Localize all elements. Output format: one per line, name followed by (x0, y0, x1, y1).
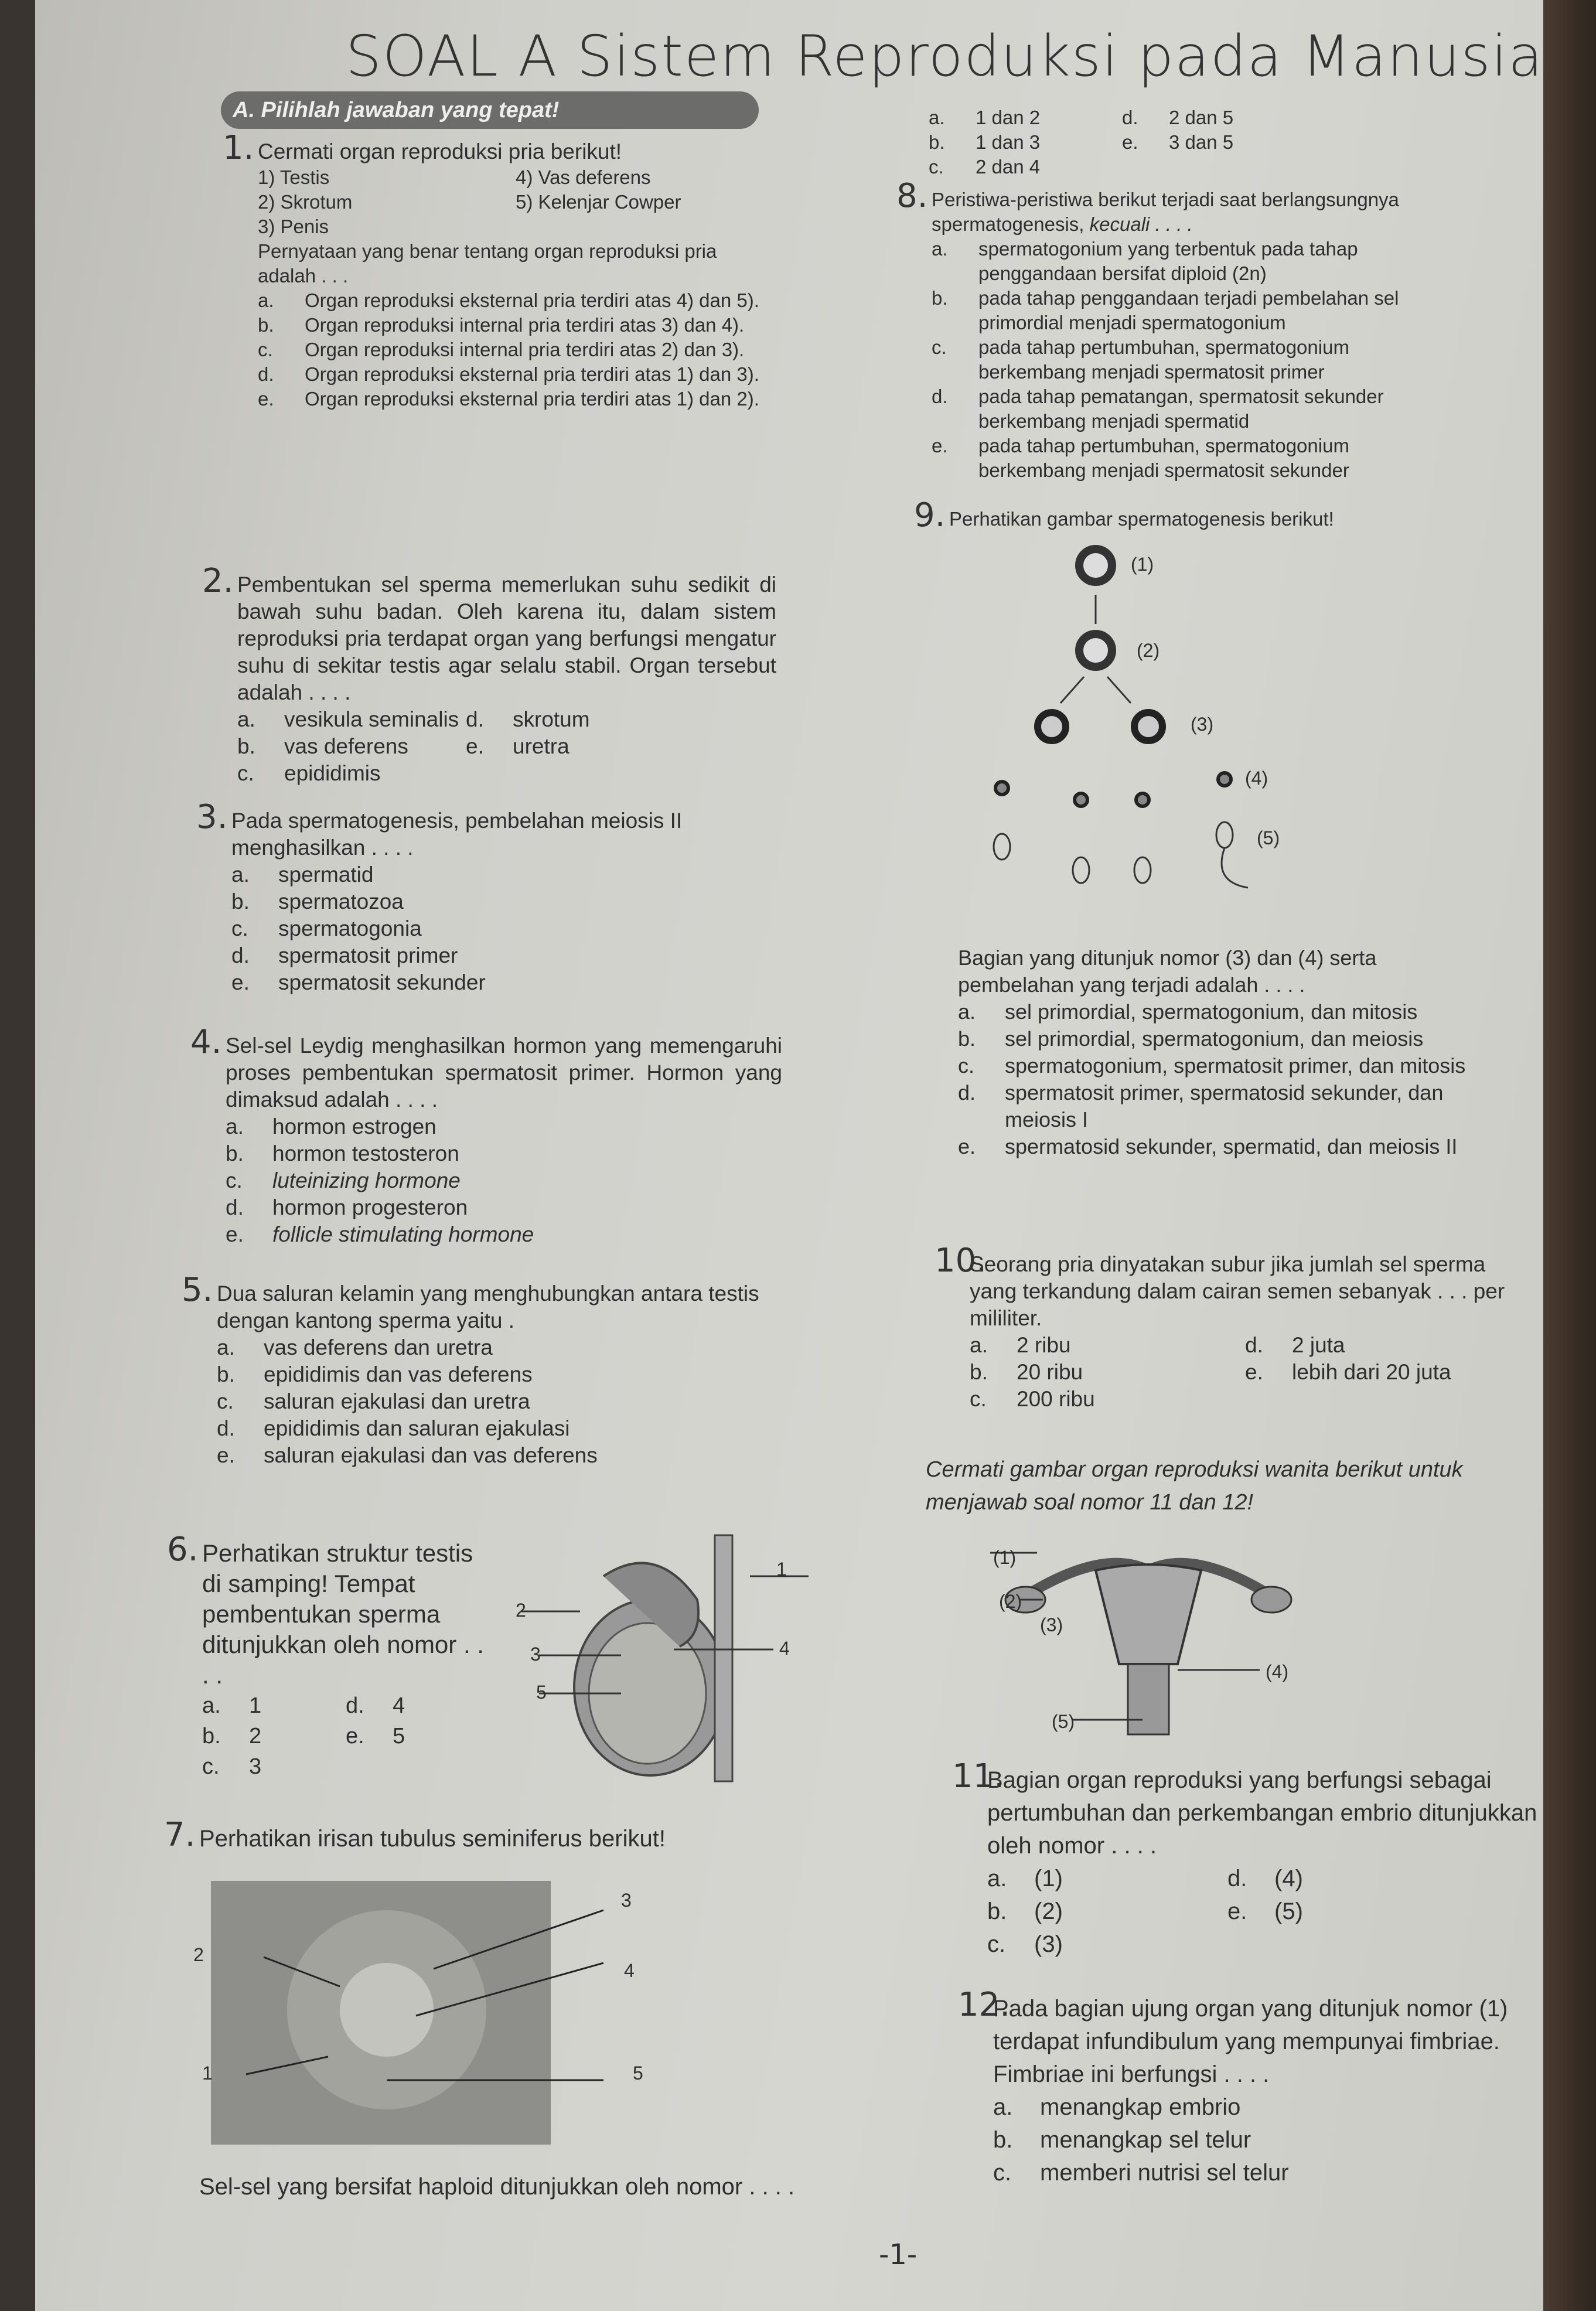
question-1 (223, 129, 773, 411)
option-letter: b. (993, 2127, 1013, 2153)
option-letter: a. (258, 289, 274, 311)
answer-option (226, 1194, 782, 1221)
option-text: saluran ejakulasi dan vas deferens (264, 1443, 598, 1467)
option-letter: d. (1227, 1866, 1247, 1891)
option-text: spermatozoa (278, 889, 404, 914)
question-stem: Perhatikan irisan tubulus seminiferus berikut! (199, 1826, 666, 1852)
answer-option (258, 362, 773, 387)
option-text: epididimis (284, 761, 381, 785)
option-letter: e. (958, 1134, 976, 1158)
answer-option (932, 335, 1430, 384)
option-letter: d. (932, 386, 948, 407)
option-text: spermatosid sekunder, spermatid, dan meiosis II (1005, 1134, 1458, 1158)
answer-option (202, 1690, 346, 1721)
answer-option (202, 1751, 346, 1782)
question-6 (167, 1531, 489, 1782)
question-stem-2: Pernyataan yang benar tentang organ reproduksi pria adalah . . . (258, 240, 717, 287)
option-letter: b. (217, 1362, 235, 1386)
answer-option (958, 1133, 1485, 1160)
options (958, 998, 1485, 1160)
question-number: 10. (935, 1242, 987, 1280)
option-letter: e. (932, 435, 948, 456)
option-letter: a. (970, 1333, 988, 1357)
option-letter: c. (970, 1387, 987, 1411)
option-text: 3 (249, 1754, 262, 1779)
answer-option (258, 338, 773, 362)
option-text: menangkap sel telur (1040, 2127, 1251, 2153)
option-text: 5 (393, 1724, 405, 1748)
item: 2) Skrotum (258, 191, 353, 213)
spermatogenesis-label: (3) (1191, 714, 1214, 735)
tubulus-label: 1 (202, 2063, 213, 2084)
options (226, 1113, 782, 1248)
option-letter: d. (466, 707, 484, 731)
option-text: sel primordial, spermatogonium, dan mitosis (1005, 1000, 1418, 1024)
answer-option (958, 998, 1485, 1025)
stem-italic: kecuali . . . . (1089, 213, 1193, 235)
question-4 (190, 1023, 782, 1248)
answer-option (226, 1140, 782, 1167)
option-letter: c. (217, 1389, 234, 1413)
answer-option (258, 313, 773, 338)
option-letter: a. (237, 707, 255, 731)
testis-label: 4 (779, 1638, 790, 1659)
question-number: 2. (202, 562, 234, 600)
answer-option (217, 1334, 791, 1361)
option-letter: d. (958, 1080, 976, 1105)
answer-option (958, 1079, 1485, 1133)
answer-option (993, 2091, 1567, 2123)
option-text: 1 dan 3 (976, 131, 1041, 153)
item: 5) Kelenjar Cowper (516, 191, 681, 213)
question-stem: Seorang pria dinyatakan subur jika jumlah sel sperma yang terkandung dalam cairan semen sebanyak . . . per mililiter. (970, 1252, 1505, 1330)
option-letter: b. (258, 314, 274, 336)
option-letter: c. (958, 1054, 975, 1078)
option-letter: b. (929, 131, 945, 153)
question-2 (202, 562, 776, 787)
question-stem (932, 188, 1430, 237)
tubulus-seminiferus-image (211, 1881, 621, 2150)
option-text: epididimis dan vas deferens (264, 1362, 533, 1386)
spermatogenesis-label: (1) (1131, 554, 1154, 575)
options (987, 1862, 1468, 1961)
option-letter: e. (1122, 131, 1138, 153)
question-9 (914, 496, 1476, 534)
option-text: spermatosit primer (278, 943, 458, 967)
question-stem: Pembentukan sel sperma memerlukan suhu sedikit di bawah suhu badan. Oleh karena itu, dalam sistem reproduksi pria terdapat organ yang berfungsi mengatur suhu di sekitar testis agar selalu stabil. Organ tersebut adalah . . . . (237, 572, 776, 704)
answer-option (231, 969, 770, 996)
option-text: luteinizing hormone (272, 1168, 461, 1192)
question-stem: Bagian organ reproduksi yang berfungsi sebagai pertumbuhan dan perkembangan embrio ditunjukkan oleh nomor . . . . (987, 1767, 1537, 1859)
answer-option (226, 1167, 782, 1194)
option-text: saluran ejakulasi dan uretra (264, 1389, 530, 1413)
answer-option (237, 706, 466, 733)
option-letter: e. (1227, 1898, 1247, 1924)
option-letter: d. (226, 1195, 244, 1219)
option-letter: b. (970, 1360, 988, 1384)
option-letter: b. (237, 734, 255, 758)
answer-option (929, 105, 1122, 130)
uterus-label: (3) (1040, 1614, 1063, 1635)
option-text: Organ reproduksi internal pria terdiri atas 2) dan 3). (305, 339, 745, 360)
stem-text: Peristiwa-peristiwa berikut terjadi saat berlangsungnya spermatogenesis, (932, 189, 1399, 235)
option-text: hormon testosteron (272, 1141, 459, 1165)
option-text: lebih dari 20 juta (1292, 1360, 1451, 1384)
option-text: Organ reproduksi internal pria terdiri atas 3) dan 4). (305, 314, 745, 336)
section-header: A. Pilihlah jawaban yang tepat! (221, 91, 759, 129)
option-letter: a. (231, 863, 250, 887)
option-text: hormon estrogen (272, 1114, 436, 1139)
option-letter: d. (258, 363, 274, 385)
option-text: spermatosit primer, spermatosid sekunder, dan meiosis I (1005, 1080, 1444, 1131)
option-text: (2) (1034, 1898, 1063, 1924)
option-text: follicle stimulating hormone (272, 1222, 534, 1246)
answer-option (932, 237, 1430, 286)
option-text: vas deferens dan uretra (264, 1335, 493, 1359)
question-7-stem-2: Sel-sel yang bersifat haploid ditunjukkan oleh nomor . . . . (199, 2174, 795, 2200)
option-letter: c. (993, 2160, 1012, 2186)
question-number: 3. (196, 798, 228, 836)
answer-option (217, 1361, 791, 1388)
option-letter: a. (958, 1000, 976, 1024)
option-text: 2 dan 4 (976, 156, 1041, 178)
question-number: 8. (896, 177, 928, 215)
option-text: spermatosit sekunder (278, 970, 486, 994)
answer-option (993, 2123, 1567, 2156)
option-text: Organ reproduksi eksternal pria terdiri atas 4) dan 5). (305, 289, 759, 311)
question-number: 11. (952, 1757, 1005, 1795)
tubulus-label: 2 (193, 1944, 204, 1965)
option-letter: b. (987, 1898, 1007, 1924)
answer-option (231, 915, 770, 942)
option-letter: a. (993, 2094, 1013, 2120)
question-stem: Perhatikan gambar spermatogenesis berikut! (949, 508, 1334, 530)
option-letter: c. (237, 761, 254, 785)
answer-option (217, 1442, 791, 1469)
answer-option (258, 288, 773, 313)
option-text: (5) (1274, 1898, 1303, 1924)
testis-label: 5 (536, 1682, 547, 1703)
option-text: Organ reproduksi eksternal pria terdiri atas 1) dan 3). (305, 363, 759, 385)
answer-option (237, 733, 466, 760)
option-text: 3 dan 5 (1169, 131, 1234, 153)
answer-option (217, 1388, 791, 1415)
answer-option (258, 387, 773, 411)
option-letter: c. (226, 1168, 243, 1192)
question-number: 5. (182, 1271, 213, 1309)
spermatogenesis-diagram (984, 542, 1289, 905)
option-text: Organ reproduksi eksternal pria terdiri atas 1) dan 2). (305, 388, 759, 410)
question-10 (935, 1242, 1520, 1413)
answer-option (970, 1386, 1245, 1413)
option-text: spermatid (278, 863, 374, 887)
question-number: 4. (190, 1023, 222, 1061)
question-number: 12. (958, 1986, 1011, 2024)
option-text: epididimis dan saluran ejakulasi (264, 1416, 570, 1440)
option-letter: a. (932, 238, 948, 260)
question-5 (182, 1271, 791, 1469)
answer-option (1227, 1862, 1468, 1895)
item: 3) Penis (258, 216, 329, 237)
option-text: 20 ribu (1017, 1360, 1083, 1384)
answer-option (231, 942, 770, 969)
question-number: 6. (167, 1531, 199, 1569)
item-list (258, 165, 773, 239)
option-letter: b. (932, 287, 948, 309)
option-text: uretra (513, 734, 569, 758)
option-letter: e. (466, 734, 484, 758)
options (932, 237, 1430, 483)
uterus-label: (5) (1052, 1711, 1075, 1732)
option-letter: a. (987, 1866, 1007, 1891)
answer-option (1122, 105, 1315, 130)
option-letter: b. (958, 1027, 976, 1051)
question-stem: Perhatikan struktur testis di samping! Tempat pembentukan sperma ditunjukkan oleh nomor . . . . (202, 1539, 484, 1689)
answer-option (202, 1721, 346, 1751)
option-text: hormon progesteron (272, 1195, 468, 1219)
question-3 (196, 798, 770, 996)
option-text: (4) (1274, 1866, 1303, 1891)
option-text: 1 (249, 1693, 262, 1718)
question-8 (896, 177, 1430, 483)
answer-option (1122, 130, 1315, 155)
tubulus-label: 4 (624, 1960, 635, 1981)
table-edge (1543, 0, 1596, 2311)
testis-label: 2 (516, 1600, 526, 1621)
answer-option (970, 1359, 1245, 1386)
option-letter: b. (231, 889, 250, 914)
question-number: 1. (223, 129, 254, 167)
testis-diagram (504, 1529, 809, 1787)
option-text: vesikula seminalis (284, 707, 459, 731)
testis-label: 1 (776, 1559, 787, 1580)
options (217, 1334, 791, 1469)
item: 1) Testis (258, 166, 330, 188)
uterus-diagram (984, 1535, 1312, 1740)
option-letter: e. (226, 1222, 244, 1246)
answer-option (929, 130, 1122, 155)
question-stem-2: Bagian yang ditunjuk nomor (3) dan (4) serta pembelahan yang terjadi adalah . . . . (958, 946, 1377, 997)
answer-option (226, 1221, 782, 1248)
option-letter: e. (217, 1443, 235, 1467)
tubulus-label: 5 (633, 2063, 643, 2084)
options (258, 288, 773, 411)
answer-option (970, 1332, 1245, 1359)
page-number: -1- (879, 2238, 918, 2271)
spermatogenesis-label: (4) (1245, 768, 1268, 789)
option-text: 2 dan 5 (1169, 107, 1234, 128)
option-letter: d. (346, 1693, 364, 1718)
option-text: sel primordial, spermatogonium, dan meiosis (1005, 1027, 1424, 1051)
answer-option (929, 155, 1122, 179)
question-7-options (929, 105, 1315, 179)
question-stem: Pada spermatogenesis, pembelahan meiosis II menghasilkan . . . . (231, 809, 683, 860)
option-letter: d. (217, 1416, 235, 1440)
answer-option (231, 861, 770, 888)
option-text: 1 dan 2 (976, 107, 1041, 128)
answer-option (346, 1690, 489, 1721)
question-7 (164, 1816, 785, 1854)
answer-option (993, 2156, 1567, 2189)
option-letter: b. (226, 1141, 244, 1165)
uterus-label: (4) (1266, 1661, 1289, 1682)
answer-option (987, 1895, 1227, 1928)
question-stem: Dua saluran kelamin yang menghubungkan antara testis dengan kantong sperma yaitu . (217, 1281, 759, 1332)
option-text: spermatogonium, spermatosit primer, dan mitosis (1005, 1054, 1466, 1078)
option-text: pada tahap pertumbuhan, spermatogonium berkembang menjadi spermatosit sekunder (978, 435, 1349, 481)
answer-option (1227, 1895, 1468, 1928)
uterus-label: (2) (999, 1591, 1022, 1612)
option-text: 4 (393, 1693, 405, 1718)
options (993, 2091, 1567, 2189)
options (970, 1332, 1520, 1413)
answer-option (958, 1052, 1485, 1079)
option-text: pada tahap pertumbuhan, spermatogonium berkembang menjadi spermatosit primer (978, 336, 1349, 383)
options (231, 861, 770, 996)
item: 4) Vas deferens (516, 166, 651, 188)
option-text: spermatogonia (278, 916, 422, 940)
option-letter: c. (929, 156, 944, 178)
option-letter: b. (202, 1724, 221, 1748)
answer-option (932, 384, 1430, 434)
option-letter: e. (1245, 1360, 1263, 1384)
answer-option (226, 1113, 782, 1140)
option-letter: d. (231, 943, 250, 967)
answer-option (346, 1721, 489, 1751)
option-text: 200 ribu (1017, 1387, 1095, 1411)
option-text: spermatogonium yang terbentuk pada tahap penggandaan bersifat diploid (2n) (978, 238, 1358, 284)
options (202, 1690, 489, 1782)
answer-option (466, 733, 694, 760)
page-title: SOAL A Sistem Reproduksi pada Manusia (346, 23, 1544, 89)
option-letter: c. (987, 1931, 1006, 1957)
answer-option (958, 1025, 1485, 1052)
option-letter: d. (1245, 1333, 1263, 1357)
option-letter: c. (231, 916, 248, 940)
answer-option (1245, 1332, 1520, 1359)
option-letter: c. (258, 339, 273, 360)
option-letter: c. (202, 1754, 220, 1779)
option-letter: e. (258, 388, 274, 410)
answer-option (1245, 1359, 1520, 1386)
option-text: vas deferens (284, 734, 408, 758)
question-number: 9. (914, 496, 946, 534)
instruction-text: Cermati gambar organ reproduksi wanita berikut untuk menjawab soal nomor 11 dan 12! (926, 1457, 1463, 1515)
question-stem: Cermati organ reproduksi pria berikut! (258, 139, 622, 163)
question-12 (958, 1986, 1567, 2189)
answer-option (237, 760, 466, 787)
spermatogenesis-label: (5) (1257, 827, 1280, 848)
answer-option (987, 1928, 1227, 1961)
option-letter: d. (1122, 107, 1138, 128)
option-text: (1) (1034, 1866, 1063, 1891)
question-number: 7. (164, 1816, 196, 1854)
answer-option (932, 434, 1430, 483)
option-letter: a. (929, 107, 945, 128)
option-text: 2 ribu (1017, 1333, 1071, 1357)
option-text: (3) (1034, 1931, 1063, 1957)
option-letter: e. (346, 1724, 364, 1748)
answer-option (217, 1415, 791, 1442)
option-letter: a. (202, 1693, 221, 1718)
option-text: pada tahap pematangan, spermatosit sekunder berkembang menjadi spermatid (978, 386, 1384, 432)
option-text: skrotum (513, 707, 590, 731)
question-9-part-2 (958, 945, 1485, 1160)
answer-option (987, 1862, 1227, 1895)
option-letter: a. (226, 1114, 244, 1139)
options (237, 706, 694, 787)
option-text: memberi nutrisi sel telur (1040, 2160, 1289, 2186)
option-text: menangkap embrio (1040, 2094, 1241, 2120)
answer-option (466, 706, 694, 733)
question-11 (952, 1757, 1561, 1961)
answer-option (231, 888, 770, 915)
option-text: 2 (249, 1724, 262, 1748)
testis-label: 3 (530, 1644, 541, 1665)
uterus-label: (1) (993, 1547, 1017, 1568)
answer-option (932, 286, 1430, 335)
tubulus-label: 3 (621, 1890, 632, 1911)
option-text: 2 juta (1292, 1333, 1345, 1357)
question-stem: Pada bagian ujung organ yang ditunjuk nomor (1) terdapat infundibulum yang mempunyai fimbriae. Fimbriae ini berfungsi . . . . (993, 1996, 1508, 2087)
option-text: pada tahap penggandaan terjadi pembelahan sel primordial menjadi spermatogonium (978, 287, 1399, 333)
option-letter: c. (932, 336, 947, 358)
question-stem: Sel-sel Leydig menghasilkan hormon yang memengaruhi proses pembentukan spermatosit primer. Hormon yang dimaksud adalah . . . . (226, 1034, 782, 1112)
option-letter: e. (231, 970, 250, 994)
option-letter: a. (217, 1335, 235, 1359)
spermatogenesis-label: (2) (1137, 640, 1160, 661)
